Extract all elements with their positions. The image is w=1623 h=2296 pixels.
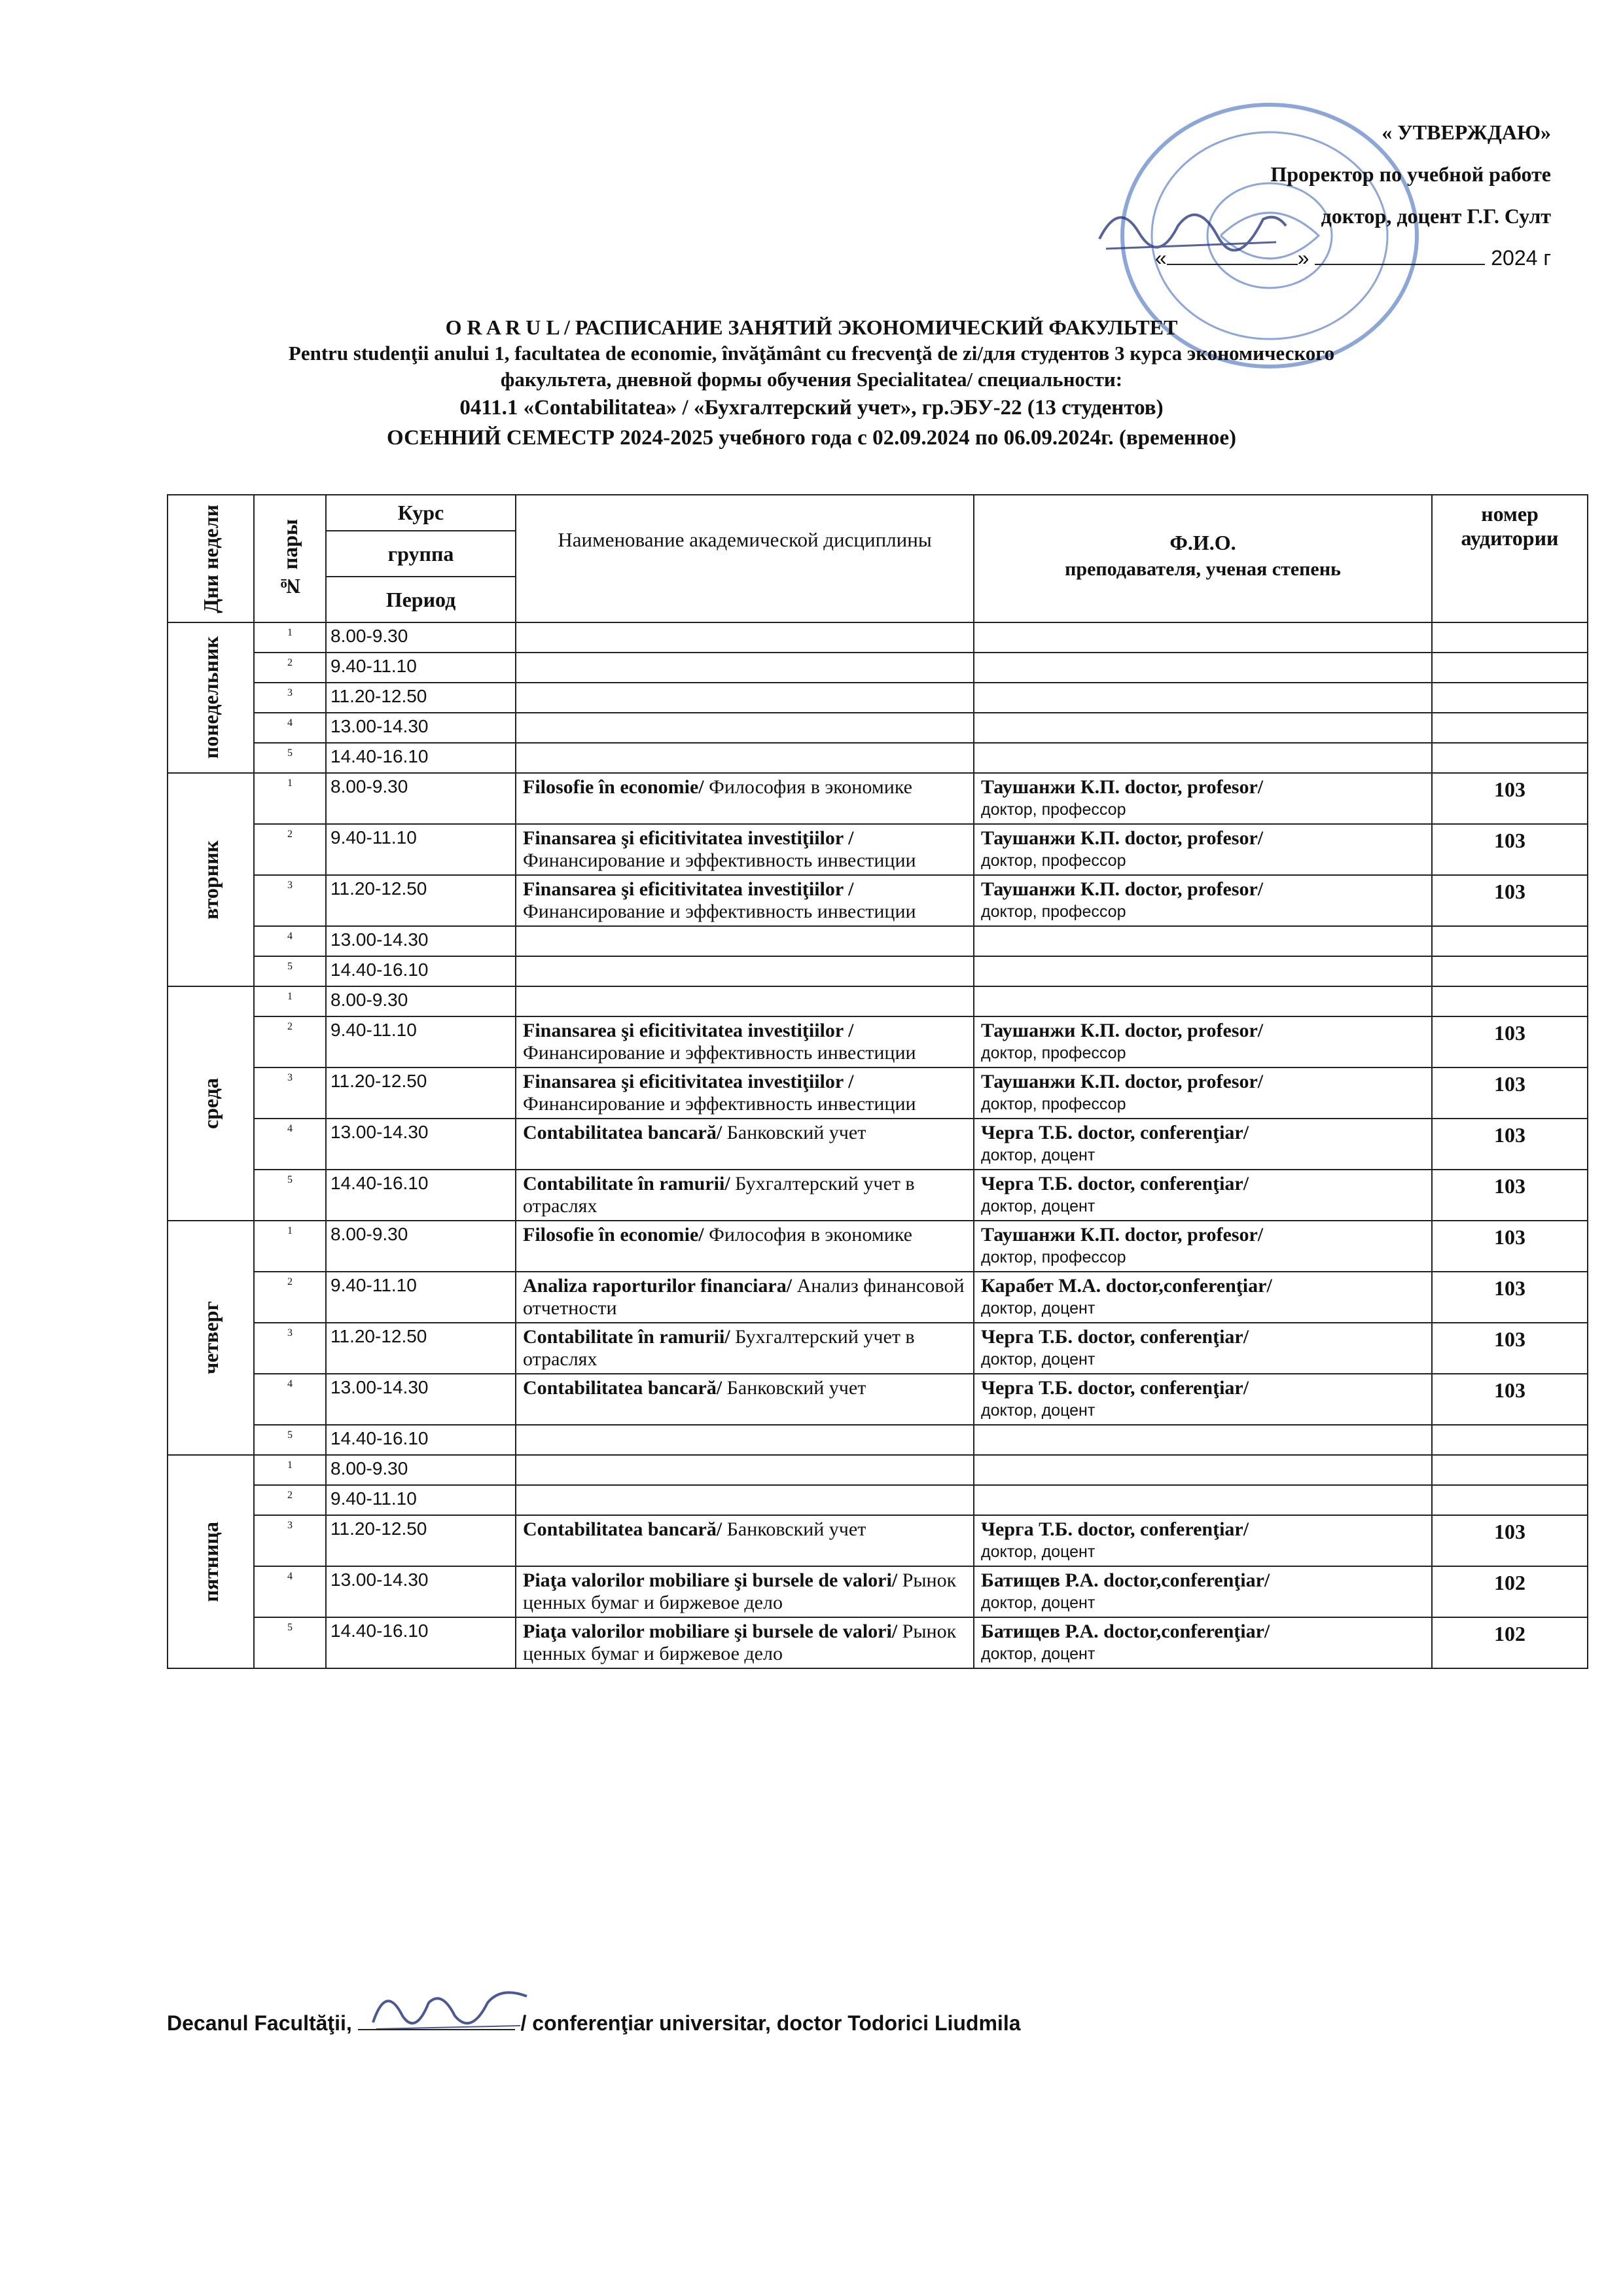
pair-number: 1 (254, 1221, 326, 1272)
room-number: 103 (1432, 1221, 1588, 1272)
room-number (1432, 926, 1588, 956)
pair-time: 9.40-11.10 (326, 1272, 516, 1323)
teacher-degree: доктор, профессор (981, 1044, 1126, 1062)
header-teacher: Ф.И.О. преподавателя, ученая степень (974, 495, 1432, 622)
header-pair-number: № пары (254, 495, 326, 622)
room-number (1432, 653, 1588, 683)
pair-time: 13.00-14.30 (326, 926, 516, 956)
heading-line2: Pentru studenţii anului 1, facultatea de economie, învăţământ cu frecvenţă de zi/для студентов 3 курса экономического (288, 342, 1335, 365)
room-number: 103 (1432, 875, 1588, 926)
pair-number: 2 (254, 1016, 326, 1067)
teacher-degree: доктор, профессор (981, 852, 1126, 870)
day-name: вторник (168, 773, 254, 986)
teacher-name: Таушанжи К.П. doctor, profesor/ (981, 1020, 1264, 1041)
teacher-degree: доктор, доцент (981, 1197, 1096, 1215)
heading-specialty: 0411.1 «Contabilitatea» / «Бухгалтерский учет», гр.ЭБУ-22 (13 студентов) (459, 396, 1164, 420)
pair-time: 8.00-9.30 (326, 773, 516, 824)
room-number: 103 (1432, 1067, 1588, 1119)
pair-time: 14.40-16.10 (326, 1425, 516, 1455)
pair-time: 11.20-12.50 (326, 875, 516, 926)
room-number (1432, 956, 1588, 986)
room-number: 103 (1432, 1323, 1588, 1374)
pair-time: 8.00-9.30 (326, 1221, 516, 1272)
discipline-cell (516, 1221, 974, 1272)
discipline-cell (516, 986, 974, 1016)
room-number (1432, 1455, 1588, 1485)
approval-year: 2024 г (1491, 246, 1551, 270)
room-number: 103 (1432, 1170, 1588, 1221)
dean-title: / conferenţiar universitar, doctor Todorici Liudmila (520, 2011, 1021, 2035)
discipline-ru: Философия в экономике (709, 1224, 912, 1246)
pair-time: 9.40-11.10 (326, 653, 516, 683)
pair-time: 11.20-12.50 (326, 1323, 516, 1374)
teacher-cell (974, 1119, 1432, 1170)
date-day-blank (1167, 245, 1298, 265)
teacher-name: Карабет М.А. doctor,conferenţiar/ (981, 1275, 1272, 1297)
teacher-cell (974, 1617, 1432, 1668)
pair-number: 1 (254, 622, 326, 653)
teacher-degree: доктор, доцент (981, 1645, 1096, 1663)
room-number: 103 (1432, 1119, 1588, 1170)
dean-label: Decanul Facultăţii, (167, 2011, 352, 2035)
schedule-row (168, 1067, 1588, 1119)
schedule-row (168, 1170, 1588, 1221)
discipline-ru: Философия в экономике (709, 776, 912, 798)
discipline-ro: Filosofie în economie/ (523, 776, 704, 798)
pair-time: 9.40-11.10 (326, 824, 516, 875)
teacher-degree: доктор, профессор (981, 903, 1126, 921)
discipline-ro: Finansarea şi eficitivitatea investiţiilor / (523, 1071, 854, 1092)
pair-time: 11.20-12.50 (326, 1515, 516, 1566)
discipline-cell (516, 1374, 974, 1425)
pair-number: 5 (254, 743, 326, 773)
heading-semester: ОСЕННИЙ СЕМЕСТР 2024-2025 учебного года с 02.09.2024 по 06.09.2024г. (временное) (387, 426, 1236, 450)
teacher-cell (974, 1323, 1432, 1374)
discipline-ro: Piaţa valorilor mobiliare şi bursele de valori/ (523, 1621, 898, 1642)
day-name: понедельник (168, 622, 254, 773)
teacher-cell (974, 743, 1432, 773)
discipline-cell (516, 926, 974, 956)
teacher-cell (974, 1455, 1432, 1485)
teacher-degree: доктор, доцент (981, 1594, 1096, 1612)
schedule-row (168, 956, 1588, 986)
date-quote-close: » (1297, 246, 1310, 270)
teacher-cell (974, 824, 1432, 875)
room-number: 103 (1432, 1374, 1588, 1425)
discipline-ru: Финансирование и эффективность инвестиции (523, 1093, 916, 1115)
discipline-ru: Банковский учет (726, 1122, 866, 1143)
approval-position: Проректор по учебной работе (1270, 162, 1551, 186)
discipline-cell (516, 1425, 974, 1455)
discipline-ru: Рынок ценных бумаг и биржевое дело (523, 1570, 957, 1613)
date-quote-open: « (1154, 246, 1167, 270)
schedule-row (168, 824, 1588, 875)
pair-number: 2 (254, 1485, 326, 1515)
teacher-cell (974, 1170, 1432, 1221)
schedule-row (168, 1455, 1588, 1485)
pair-number: 4 (254, 713, 326, 743)
discipline-ro: Finansarea şi eficitivitatea investiţiilor / (523, 827, 854, 849)
discipline-ro: Finansarea şi eficitivitatea investiţiilor / (523, 1020, 854, 1041)
schedule-row (168, 926, 1588, 956)
pair-time: 8.00-9.30 (326, 622, 516, 653)
day-name: пятница (168, 1455, 254, 1668)
schedule-row (168, 1566, 1588, 1617)
schedule-row (168, 1617, 1588, 1668)
pair-time: 13.00-14.30 (326, 713, 516, 743)
teacher-name: Таушанжи К.П. doctor, profesor/ (981, 1071, 1264, 1092)
schedule-row (168, 1374, 1588, 1425)
header-course: Курс (326, 495, 516, 531)
discipline-cell (516, 1119, 974, 1170)
discipline-ru: Бухгалтерский учет в отраслях (523, 1326, 915, 1370)
discipline-cell (516, 653, 974, 683)
teacher-name: Черга Т.Б. doctor, conferenţiar/ (981, 1173, 1249, 1194)
pair-number: 1 (254, 773, 326, 824)
discipline-ro: Analiza raporturilor financiara/ (523, 1275, 793, 1297)
teacher-degree: доктор, профессор (981, 800, 1126, 819)
room-number (1432, 1485, 1588, 1515)
schedule-row (168, 1485, 1588, 1515)
room-number: 103 (1432, 1272, 1588, 1323)
discipline-cell (516, 875, 974, 926)
pair-time: 14.40-16.10 (326, 956, 516, 986)
approval-date (1054, 237, 1551, 279)
teacher-cell (974, 986, 1432, 1016)
discipline-ro: Contabilitatea bancară/ (523, 1122, 722, 1143)
discipline-ro: Contabilitatea bancară/ (523, 1518, 722, 1540)
pair-time: 14.40-16.10 (326, 1170, 516, 1221)
schedule-row (168, 1016, 1588, 1067)
discipline-cell (516, 1485, 974, 1515)
discipline-cell (516, 1617, 974, 1668)
discipline-ru: Анализ финансовой отчетности (523, 1275, 965, 1319)
pair-time: 13.00-14.30 (326, 1566, 516, 1617)
teacher-name: Таушанжи К.П. doctor, profesor/ (981, 1224, 1264, 1246)
schedule-row (168, 1515, 1588, 1566)
schedule-row (168, 986, 1588, 1016)
discipline-ro: Contabilitatea bancară/ (523, 1377, 722, 1399)
pair-number: 4 (254, 1374, 326, 1425)
teacher-degree: доктор, профессор (981, 1095, 1126, 1113)
schedule-row (168, 1221, 1588, 1272)
teacher-cell (974, 926, 1432, 956)
teacher-name: Таушанжи К.П. doctor, profesor/ (981, 827, 1264, 849)
schedule-row (168, 1119, 1588, 1170)
pair-number: 2 (254, 653, 326, 683)
teacher-cell (974, 773, 1432, 824)
discipline-cell (516, 743, 974, 773)
pair-time: 14.40-16.10 (326, 1617, 516, 1668)
discipline-cell (516, 824, 974, 875)
pair-number: 3 (254, 683, 326, 713)
room-number (1432, 713, 1588, 743)
dean-signature-line (358, 2009, 515, 2030)
heading-line3: факультета, дневной формы обучения Specialitatea/ специальности: (500, 368, 1123, 391)
room-number (1432, 986, 1588, 1016)
discipline-ru: Финансирование и эффективность инвестиции (523, 901, 916, 922)
discipline-cell (516, 1067, 974, 1119)
discipline-ro: Filosofie în economie/ (523, 1224, 704, 1246)
pair-number: 5 (254, 1425, 326, 1455)
discipline-cell (516, 622, 974, 653)
teacher-cell (974, 653, 1432, 683)
teacher-cell (974, 1515, 1432, 1566)
teacher-cell (974, 622, 1432, 653)
header-days: Дни недели (168, 495, 254, 622)
pair-number: 1 (254, 986, 326, 1016)
pair-number: 2 (254, 824, 326, 875)
room-number (1432, 683, 1588, 713)
pair-time: 11.20-12.50 (326, 1067, 516, 1119)
schedule-row (168, 773, 1588, 824)
discipline-ru: Банковский учет (726, 1377, 866, 1399)
pair-number: 5 (254, 1617, 326, 1668)
heading-title: O R A R U L / РАСПИСАНИЕ ЗАНЯТИЙ ЭКОНОМИЧЕСКИЙ ФАКУЛЬТЕТ (445, 315, 1178, 339)
pair-time: 8.00-9.30 (326, 986, 516, 1016)
schedule-row (168, 622, 1588, 653)
schedule-row (168, 653, 1588, 683)
discipline-cell (516, 773, 974, 824)
teacher-cell (974, 1221, 1432, 1272)
pair-time: 9.40-11.10 (326, 1016, 516, 1067)
schedule-row (168, 713, 1588, 743)
pair-number: 3 (254, 1515, 326, 1566)
teacher-cell (974, 683, 1432, 713)
discipline-cell (516, 683, 974, 713)
room-number: 102 (1432, 1617, 1588, 1668)
teacher-cell (974, 956, 1432, 986)
day-name: четверг (168, 1221, 254, 1455)
room-number: 103 (1432, 773, 1588, 824)
teacher-name: Таушанжи К.П. doctor, profesor/ (981, 776, 1264, 798)
discipline-cell (516, 1272, 974, 1323)
discipline-ro: Contabilitate în ramurii/ (523, 1173, 730, 1194)
schedule-body (168, 622, 1588, 1668)
room-number (1432, 743, 1588, 773)
teacher-cell (974, 1374, 1432, 1425)
pair-number: 4 (254, 1119, 326, 1170)
teacher-degree: доктор, доцент (981, 1350, 1096, 1369)
teacher-name: Черга Т.Б. doctor, conferenţiar/ (981, 1326, 1249, 1348)
room-number (1432, 622, 1588, 653)
pair-time: 9.40-11.10 (326, 1485, 516, 1515)
pair-number: 3 (254, 1067, 326, 1119)
discipline-cell (516, 1323, 974, 1374)
room-number: 103 (1432, 1515, 1588, 1566)
teacher-cell (974, 1016, 1432, 1067)
teacher-degree: доктор, доцент (981, 1543, 1096, 1561)
pair-time: 13.00-14.30 (326, 1119, 516, 1170)
discipline-ru: Бухгалтерский учет в отраслях (523, 1173, 915, 1217)
room-number: 102 (1432, 1566, 1588, 1617)
teacher-cell (974, 875, 1432, 926)
teacher-degree: доктор, доцент (981, 1146, 1096, 1164)
date-month-blank (1315, 245, 1485, 265)
pair-number: 3 (254, 1323, 326, 1374)
header-room: номер аудитории (1432, 495, 1588, 622)
teacher-name: Черга Т.Б. doctor, conferenţiar/ (981, 1377, 1249, 1399)
pair-time: 8.00-9.30 (326, 1455, 516, 1485)
approval-block (1054, 111, 1551, 279)
discipline-ru: Финансирование и эффективность инвестиции (523, 1042, 916, 1064)
pair-number: 5 (254, 956, 326, 986)
discipline-ru: Банковский учет (726, 1518, 866, 1540)
discipline-cell (516, 1016, 974, 1067)
teacher-cell (974, 1485, 1432, 1515)
pair-time: 14.40-16.10 (326, 743, 516, 773)
discipline-ro: Piaţa valorilor mobiliare şi bursele de valori/ (523, 1570, 898, 1591)
teacher-name: Таушанжи К.П. doctor, profesor/ (981, 878, 1264, 900)
pair-number: 4 (254, 1566, 326, 1617)
pair-number: 4 (254, 926, 326, 956)
discipline-ru: Рынок ценных бумаг и биржевое дело (523, 1621, 957, 1664)
room-number: 103 (1432, 1016, 1588, 1067)
pair-number: 3 (254, 875, 326, 926)
discipline-ro: Finansarea şi eficitivitatea investiţiilor / (523, 878, 854, 900)
teacher-name: Батищев Р.А. doctor,conferenţiar/ (981, 1621, 1270, 1642)
teacher-name: Черга Т.Б. doctor, conferenţiar/ (981, 1518, 1249, 1540)
schedule-row (168, 1425, 1588, 1455)
pair-time: 11.20-12.50 (326, 683, 516, 713)
schedule-row (168, 875, 1588, 926)
header-group: группа (326, 531, 516, 577)
discipline-ru: Финансирование и эффективность инвестиции (523, 850, 916, 871)
teacher-cell (974, 1566, 1432, 1617)
teacher-cell (974, 1272, 1432, 1323)
schedule-row (168, 743, 1588, 773)
teacher-degree: доктор, профессор (981, 1248, 1126, 1266)
teacher-degree: доктор, доцент (981, 1299, 1096, 1318)
room-number: 103 (1432, 824, 1588, 875)
schedule-row (168, 1272, 1588, 1323)
teacher-cell (974, 1067, 1432, 1119)
day-name: среда (168, 986, 254, 1221)
discipline-cell (516, 713, 974, 743)
footer (167, 2009, 1021, 2036)
schedule-table (167, 494, 1588, 1669)
header-period: Период (326, 577, 516, 622)
pair-number: 5 (254, 1170, 326, 1221)
discipline-cell (516, 1515, 974, 1566)
teacher-cell (974, 713, 1432, 743)
discipline-cell (516, 956, 974, 986)
room-number (1432, 1425, 1588, 1455)
pair-time: 13.00-14.30 (326, 1374, 516, 1425)
teacher-degree: доктор, доцент (981, 1401, 1096, 1420)
teacher-cell (974, 1425, 1432, 1455)
approval-title: « УТВЕРЖДАЮ» (1382, 120, 1551, 144)
schedule-row (168, 683, 1588, 713)
discipline-cell (516, 1455, 974, 1485)
discipline-cell (516, 1566, 974, 1617)
approval-name: доктор, доцент Г.Г. Султ (1321, 204, 1551, 228)
teacher-name: Черга Т.Б. doctor, conferenţiar/ (981, 1122, 1249, 1143)
teacher-name: Батищев Р.А. doctor,conferenţiar/ (981, 1570, 1270, 1591)
schedule-row (168, 1323, 1588, 1374)
discipline-cell (516, 1170, 974, 1221)
schedule-heading (170, 314, 1453, 453)
pair-number: 1 (254, 1455, 326, 1485)
discipline-ro: Contabilitate în ramurii/ (523, 1326, 730, 1348)
header-discipline: Наименование академической дисциплины (516, 495, 974, 622)
pair-number: 2 (254, 1272, 326, 1323)
